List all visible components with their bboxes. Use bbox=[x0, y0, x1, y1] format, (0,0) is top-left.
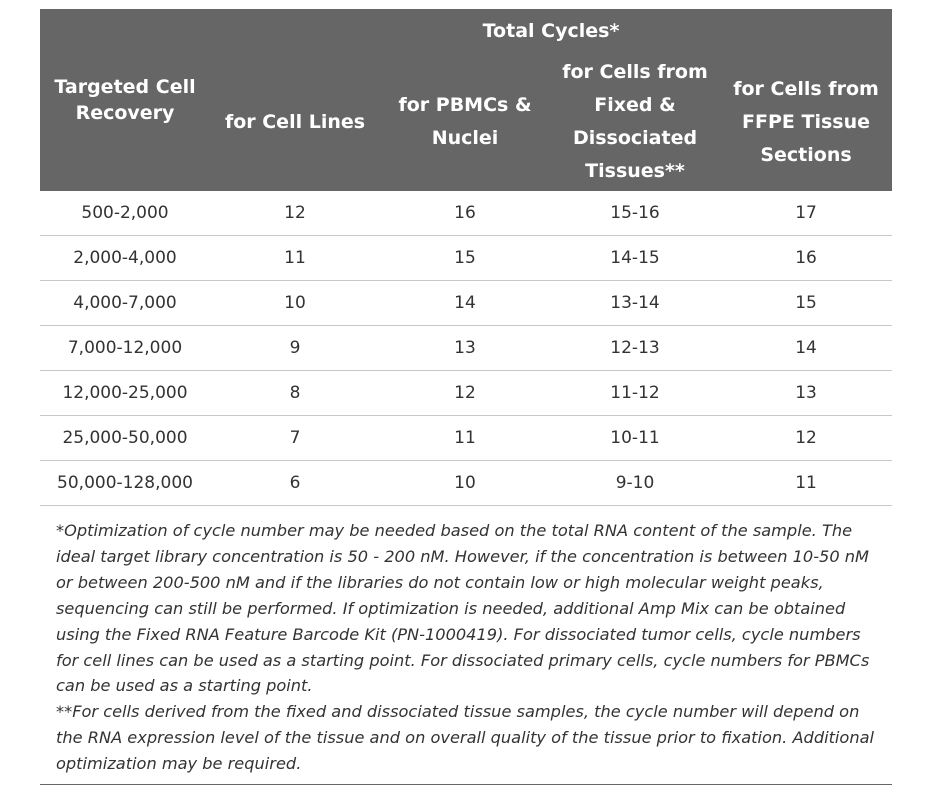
cell-recovery: 2,000-4,000 bbox=[40, 236, 210, 281]
cell-pbmcs-nuclei: 15 bbox=[380, 236, 550, 281]
cell-fixed-tissues: 12-13 bbox=[550, 326, 720, 371]
cell-ffpe-sections: 12 bbox=[720, 416, 892, 461]
cell-fixed-tissues: 15-16 bbox=[550, 191, 720, 236]
cell-pbmcs-nuclei: 11 bbox=[380, 416, 550, 461]
table-row bbox=[40, 416, 892, 461]
header-row-super bbox=[40, 9, 892, 53]
cell-fixed-tissues: 14-15 bbox=[550, 236, 720, 281]
footnote-optimization: *Optimization of cycle number may be needed based on the total RNA content of the sample. The ideal target library concentration is 50 - 200 nM. However, if the concentration is between 10-50 nM or between 200-500 nM and if the libraries do not contain low or high molecular weight peaks, sequencing can still be performed. If optimization is needed, additional Amp Mix can be obtained using the Fixed RNA Feature Barcode Kit (PN-1000419). For dissociated tumor cells, cycle numbers for cell lines can be used as a starting point. For dissociated primary cells, cycle numbers for PBMCs can be used as a starting point. bbox=[56, 521, 870, 696]
cell-ffpe-sections: 11 bbox=[720, 461, 892, 506]
cell-cell-lines: 7 bbox=[210, 416, 380, 461]
table-header bbox=[40, 9, 892, 191]
cell-pbmcs-nuclei: 12 bbox=[380, 371, 550, 416]
cell-cell-lines: 11 bbox=[210, 236, 380, 281]
cell-recovery: 50,000-128,000 bbox=[40, 461, 210, 506]
header-ffpe-tissue-sections: for Cells from FFPE Tissue Sections bbox=[720, 53, 892, 191]
table-row bbox=[40, 461, 892, 506]
cell-recovery: 12,000-25,000 bbox=[40, 371, 210, 416]
cell-pbmcs-nuclei: 10 bbox=[380, 461, 550, 506]
cell-recovery: 4,000-7,000 bbox=[40, 281, 210, 326]
cycles-table bbox=[40, 9, 892, 506]
cell-ffpe-sections: 16 bbox=[720, 236, 892, 281]
cell-cell-lines: 10 bbox=[210, 281, 380, 326]
cell-pbmcs-nuclei: 16 bbox=[380, 191, 550, 236]
header-fixed-dissociated-tissues: for Cells from Fixed & Dissociated Tissues** bbox=[550, 53, 720, 191]
footnote-fixed-tissue: **For cells derived from the fixed and dissociated tissue samples, the cycle number will depend on the RNA expression level of the tissue and on overall quality of the tissue prior to fixation. Additional optimization may be required. bbox=[56, 702, 875, 774]
bottom-divider bbox=[40, 784, 892, 785]
header-targeted-cell-recovery: Targeted Cell Recovery bbox=[40, 9, 210, 191]
cell-recovery: 500-2,000 bbox=[40, 191, 210, 236]
cell-ffpe-sections: 17 bbox=[720, 191, 892, 236]
cell-recovery: 7,000-12,000 bbox=[40, 326, 210, 371]
table-row bbox=[40, 191, 892, 236]
table-body bbox=[40, 191, 892, 506]
header-pbmcs-nuclei: for PBMCs & Nuclei bbox=[380, 53, 550, 191]
cycles-table-container bbox=[40, 9, 892, 506]
cell-fixed-tissues: 13-14 bbox=[550, 281, 720, 326]
table-footnotes bbox=[56, 518, 881, 777]
cell-fixed-tissues: 9-10 bbox=[550, 461, 720, 506]
cell-pbmcs-nuclei: 14 bbox=[380, 281, 550, 326]
cell-pbmcs-nuclei: 13 bbox=[380, 326, 550, 371]
cell-recovery: 25,000-50,000 bbox=[40, 416, 210, 461]
table-row bbox=[40, 326, 892, 371]
cell-fixed-tissues: 10-11 bbox=[550, 416, 720, 461]
table-row bbox=[40, 281, 892, 326]
cell-cell-lines: 12 bbox=[210, 191, 380, 236]
cell-fixed-tissues: 11-12 bbox=[550, 371, 720, 416]
table-row bbox=[40, 371, 892, 416]
cell-ffpe-sections: 15 bbox=[720, 281, 892, 326]
header-cell-lines: for Cell Lines bbox=[210, 53, 380, 191]
table-row bbox=[40, 236, 892, 281]
cell-cell-lines: 9 bbox=[210, 326, 380, 371]
cell-cell-lines: 8 bbox=[210, 371, 380, 416]
header-total-cycles: Total Cycles* bbox=[210, 9, 892, 53]
cell-cell-lines: 6 bbox=[210, 461, 380, 506]
cell-ffpe-sections: 14 bbox=[720, 326, 892, 371]
cell-ffpe-sections: 13 bbox=[720, 371, 892, 416]
